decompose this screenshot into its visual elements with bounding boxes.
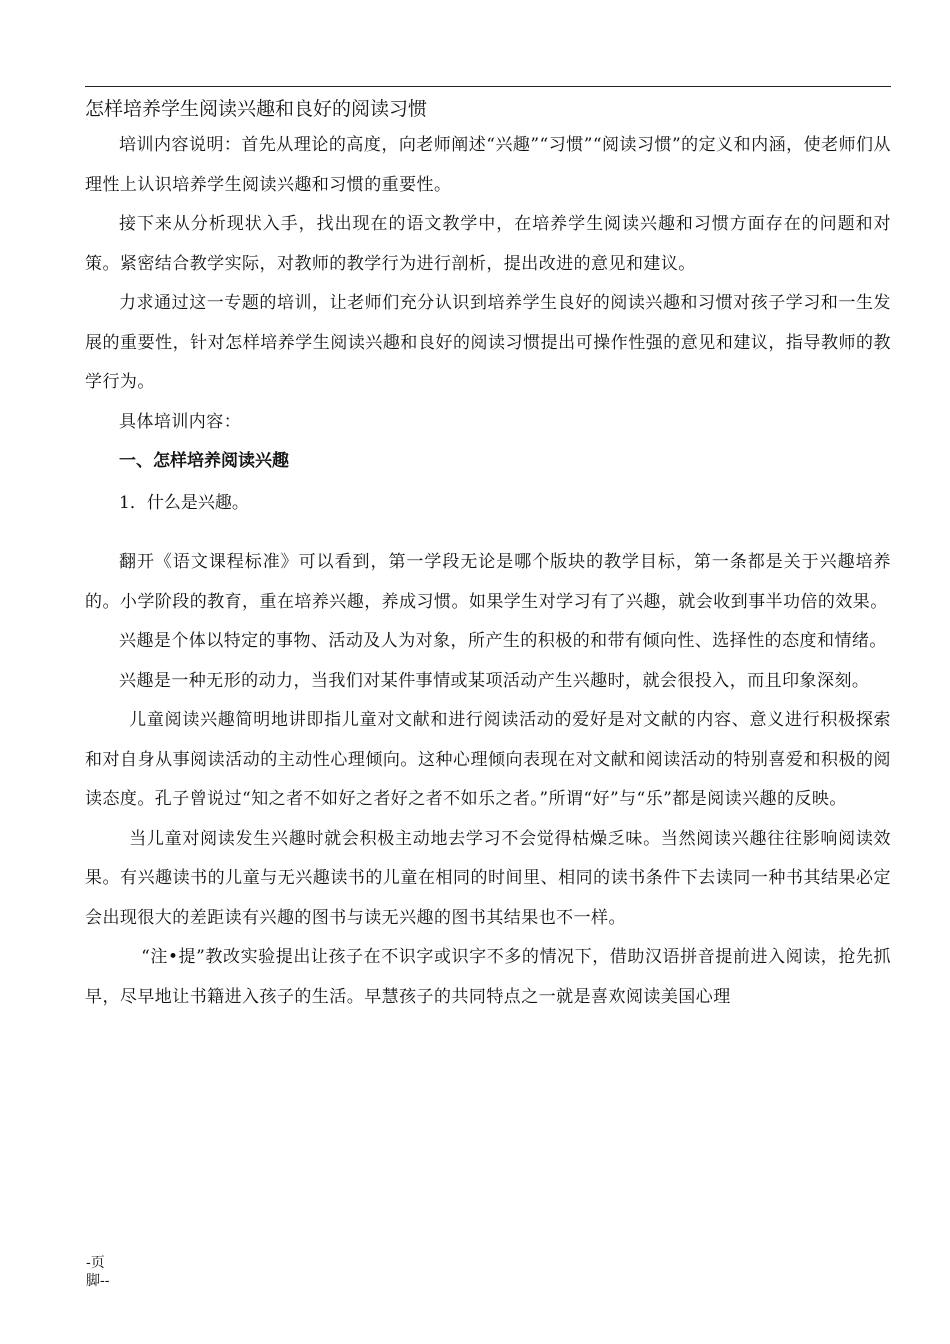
footer-line-1: -页 (86, 1255, 105, 1271)
header-rule (85, 86, 891, 87)
paragraph-curriculum: 翻开《语文课程标准》可以看到，第一学段无论是哪个版块的教学目标，第一条都是关于兴趣培养的。小学阶段的教育，重在培养兴趣，养成习惯。如果学生对学习有了兴趣，就会收到事半功倍的效果。 (85, 552, 891, 612)
paragraph-interest-definition: 兴趣是个体以特定的事物、活动及人为对象，所产生的积极的和带有倾向性、选择性的态度和情绪。 (119, 631, 887, 651)
document-title: 怎样培养学生阅读兴趣和良好的阅读习惯 (85, 98, 428, 120)
paragraph-reading-effect: 当儿童对阅读发生兴趣时就会积极主动地去学习不会觉得枯燥乏味。当然阅读兴趣往往影响阅读效果。有兴趣读书的儿童与无兴趣读书的儿童在相同的时间里、相同的读书条件下去读同一种书其结果必定会出现很大的差距读有兴趣的图书与读无兴趣的图书其结果也不一样。 (85, 828, 891, 928)
page-footer (86, 1254, 146, 1290)
sub-heading: 1．什么是兴趣。 (119, 492, 249, 513)
paragraph-analysis: 接下来从分析现状入手，找出现在的语文教学中，在培养学生阅读兴趣和习惯方面存在的问题和对策。紧密结合教学实际，对教师的教学行为进行剖析，提出改进的意见和建议。 (85, 214, 891, 274)
paragraph-content-label: 具体培训内容： (119, 411, 242, 432)
paragraph-child-reading-interest: 儿童阅读兴趣简明地讲即指儿童对文献和进行阅读活动的爱好是对文献的内容、意义进行积极探索和对自身从事阅读活动的主动性心理倾向。这种心理倾向表现在对文献和阅读活动的特别喜爱和积极的阅读态度。孔子曾说过“知之者不如好之者好之者不如乐之者。”所谓“好”与“乐”都是阅读兴趣的反映。 (85, 710, 891, 809)
paragraph-goal: 力求通过这一专题的培训，让老师们充分认识到培养学生良好的阅读兴趣和习惯对孩子学习和一生发展的重要性，针对怎样培养学生阅读兴趣和良好的阅读习惯提出可操作性强的意见和建议，指导教师的教学行为。 (85, 293, 891, 392)
section-heading: 一、怎样培养阅读兴趣 (119, 451, 289, 471)
paragraph-experiment: “注•提”教改实验提出让孩子在不识字或识字不多的情况下，借助汉语拼音提前进入阅读，抢先抓早，尽早地让书籍进入孩子的生活。早慧孩子的共同特点之一就是喜欢阅读美国心理 (85, 947, 891, 1007)
document-body (85, 94, 891, 1017)
paragraph-training-description: 培训内容说明：首先从理论的高度，向老师阐述“兴趣”“习惯”“阅读习惯”的定义和内涵，使老师们从理性上认识培养学生阅读兴趣和习惯的重要性。 (85, 135, 891, 195)
paragraph-interest-motivation: 兴趣是一种无形的动力，当我们对某件事情或某项活动产生兴趣时，就会很投入，而且印象深刻。 (119, 670, 870, 691)
footer-line-2: 脚-- (86, 1273, 110, 1289)
